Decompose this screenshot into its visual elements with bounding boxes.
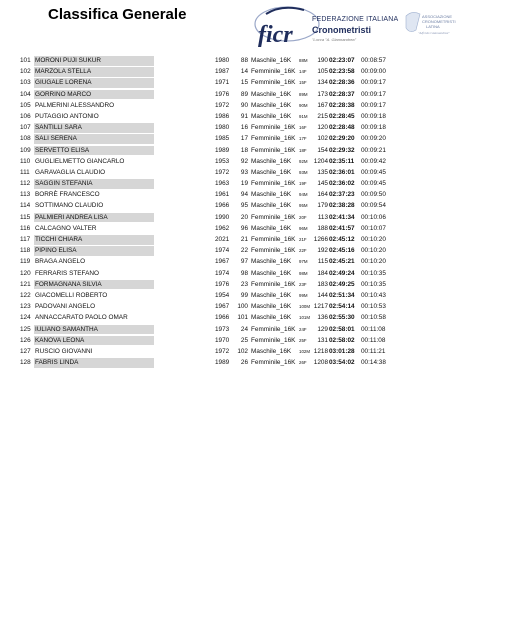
table-row (20, 66, 390, 77)
table-row (20, 223, 390, 234)
category-cell: Femminile_16K (251, 68, 296, 76)
category-cell: Maschile_16K (251, 157, 292, 165)
category-code-cell: 26F (299, 360, 307, 366)
name-cell: PALMIERI ANDREA LISA (35, 213, 108, 221)
category-code-cell: 102M (299, 348, 310, 354)
bib-cell: 167 (317, 101, 328, 109)
gap-cell: 00:09:45 (361, 180, 386, 188)
bib-cell: 120 (317, 124, 328, 132)
gap-cell: 00:10:07 (361, 224, 386, 232)
bib-cell: 105 (317, 68, 328, 76)
name-cell: BORRÈ FRANCESCO (35, 191, 100, 199)
name-cell: PADOVANI ANGELO (35, 303, 96, 311)
table-row (20, 111, 390, 122)
gap-cell: 00:10:35 (361, 280, 386, 288)
time-cell: 02:49:24 (329, 269, 355, 277)
category-cell: Maschile_16K (251, 269, 292, 277)
year-cell: 1980 (215, 124, 230, 132)
table-row (20, 178, 390, 189)
name-cell: MORONI PUJI SUKUR (35, 57, 102, 64)
gap-cell: 00:08:57 (361, 57, 386, 64)
bib-cell: 188 (317, 224, 328, 232)
category-cell: Maschile_16K (251, 112, 292, 120)
position-cell: 117 (20, 236, 31, 243)
time-cell: 02:36:01 (329, 168, 355, 176)
gap-cell: 00:10:06 (361, 213, 386, 221)
category-position-cell: 100 (237, 303, 248, 311)
category-cell: Maschile_16K (251, 191, 292, 199)
category-cell: Femminile_16K (251, 336, 296, 344)
year-cell: 1953 (215, 157, 230, 165)
page-title: Classifica Generale (48, 6, 187, 23)
time-cell: 02:41:57 (329, 224, 355, 232)
year-cell: 1972 (215, 347, 230, 355)
category-position-cell: 96 (240, 224, 248, 232)
year-cell: 1962 (215, 224, 230, 232)
category-code-cell: 90M (299, 102, 308, 108)
category-code-cell: 17F (299, 136, 307, 142)
category-cell: Maschile_16K (251, 57, 292, 64)
category-cell: Maschile_16K (251, 90, 292, 98)
name-cell: FERRARIS STEFANO (35, 269, 99, 277)
table-row (20, 167, 390, 178)
year-cell: 2021 (215, 236, 230, 243)
category-position-cell: 23 (240, 280, 248, 288)
category-cell: Femminile_16K (251, 124, 296, 132)
ficr-line-2: Cronometristi (312, 25, 372, 35)
category-cell: Maschile_16K (251, 101, 292, 109)
table-row (20, 212, 390, 223)
category-cell: Maschile_16K (251, 303, 292, 311)
category-code-cell: 88M (299, 58, 308, 63)
position-cell: 102 (20, 68, 31, 76)
category-position-cell: 97 (240, 258, 248, 266)
name-cell: SALI SERENA (35, 135, 77, 143)
category-cell: Maschile_16K (251, 347, 292, 355)
category-code-cell: 20F (299, 214, 307, 220)
position-cell: 105 (20, 101, 31, 109)
position-cell: 120 (20, 269, 31, 277)
bib-cell: 1217 (313, 303, 328, 311)
category-cell: Femminile_16K (251, 359, 296, 367)
position-cell: 122 (20, 291, 31, 299)
category-position-cell: 19 (240, 180, 248, 188)
year-cell: 1967 (215, 303, 230, 311)
ficr-line-1: FEDERAZIONE ITALIANA (312, 16, 399, 23)
bib-cell: 136 (317, 314, 328, 322)
category-position-cell: 101 (237, 314, 248, 322)
year-cell: 1989 (215, 146, 230, 154)
year-cell: 1973 (215, 325, 230, 333)
time-cell: 02:28:36 (329, 79, 355, 87)
name-cell: MARZOLA STELLA (35, 68, 92, 76)
category-code-cell: 16F (299, 125, 307, 131)
gap-cell: 00:09:17 (361, 90, 386, 98)
ficr-caption (312, 15, 398, 45)
name-cell: PALMERINI ALESSANDRO (35, 101, 115, 109)
bib-cell: 1266 (313, 236, 328, 243)
table-row (20, 77, 390, 88)
bib-cell: 144 (317, 291, 328, 299)
table-row (20, 200, 390, 211)
bib-cell: 1218 (313, 347, 328, 355)
category-position-cell: 91 (240, 112, 248, 120)
category-position-cell: 14 (240, 68, 248, 76)
name-cell: GIACOMELLI ROBERTO (35, 291, 108, 299)
time-cell: 02:54:14 (329, 303, 355, 311)
category-cell: Maschile_16K (251, 202, 292, 210)
gap-cell: 00:11:21 (361, 347, 386, 355)
gap-cell: 00:09:20 (361, 135, 386, 143)
gap-cell: 00:10:58 (361, 314, 386, 322)
category-code-cell: 24F (299, 326, 307, 332)
year-cell: 1974 (215, 269, 230, 277)
category-code-cell: 93M (299, 169, 308, 175)
category-position-cell: 17 (240, 135, 248, 143)
ficr-line-3: "Lucca "A. Giannandrea" (312, 37, 357, 42)
gap-cell: 00:09:17 (361, 101, 386, 109)
category-code-cell: 18F (299, 147, 307, 153)
year-cell: 1976 (215, 280, 230, 288)
gap-cell: 00:09:45 (361, 168, 386, 176)
category-cell: Maschile_16K (251, 168, 292, 176)
name-cell: FORMAGNANA SILVIA (35, 280, 102, 288)
time-cell: 02:36:02 (329, 180, 355, 188)
name-cell: FABRIS LINDA (35, 359, 79, 367)
gap-cell: 00:09:00 (361, 68, 386, 76)
category-cell: Femminile_16K (251, 236, 296, 243)
position-cell: 126 (20, 336, 31, 344)
category-cell: Maschile_16K (251, 314, 292, 322)
category-cell: Femminile_16K (251, 79, 296, 87)
ficr-logo-letters: ficr (258, 22, 293, 48)
year-cell: 1961 (215, 191, 230, 199)
table-row (20, 145, 390, 156)
category-cell: Femminile_16K (251, 247, 296, 255)
position-cell: 104 (20, 90, 31, 98)
table-row (20, 268, 390, 279)
time-cell: 02:45:16 (329, 247, 355, 255)
year-cell: 1971 (215, 79, 230, 87)
time-cell: 02:58:01 (329, 325, 355, 333)
year-cell: 1985 (215, 135, 230, 143)
position-cell: 121 (20, 280, 31, 288)
year-cell: 1990 (215, 213, 230, 221)
gap-cell: 00:10:20 (361, 247, 386, 255)
name-cell: SOTTIMANO CLAUDIO (35, 202, 104, 210)
gap-cell: 00:09:42 (361, 157, 386, 165)
name-cell: SAGGIN STEFANIA (35, 180, 93, 188)
category-code-cell: 19F (299, 181, 307, 187)
category-code-cell: 23F (299, 281, 307, 287)
year-cell: 1989 (215, 359, 230, 367)
gap-cell: 00:14:38 (361, 359, 386, 367)
table-row (20, 122, 390, 133)
table-row (20, 312, 390, 323)
time-cell: 02:37:23 (329, 191, 355, 199)
name-cell: TICCHI CHIARA (35, 236, 83, 243)
category-code-cell: 14F (299, 69, 307, 75)
category-cell: Femminile_16K (251, 280, 296, 288)
time-cell: 02:29:20 (329, 135, 355, 143)
position-cell: 107 (20, 124, 31, 132)
table-row (20, 100, 390, 111)
time-cell: 02:29:32 (329, 146, 355, 154)
year-cell: 1970 (215, 336, 230, 344)
time-cell: 02:58:02 (329, 336, 355, 344)
results-table (20, 55, 390, 368)
bib-cell: 184 (317, 269, 328, 277)
year-cell: 1963 (215, 180, 230, 188)
category-code-cell: 92M (299, 158, 308, 164)
position-cell: 125 (20, 325, 31, 333)
category-position-cell: 102 (237, 347, 248, 355)
category-code-cell: 91M (299, 113, 308, 119)
category-code-cell: 96M (299, 225, 308, 231)
table-row (20, 89, 390, 100)
bib-cell: 190 (317, 57, 328, 64)
category-position-cell: 21 (240, 236, 248, 243)
gap-cell: 00:11:08 (361, 336, 386, 344)
time-cell: 02:49:25 (329, 280, 355, 288)
category-position-cell: 22 (240, 247, 248, 255)
table-row (20, 133, 390, 144)
table-row (20, 189, 390, 200)
name-cell: BRAGA ANGELO (35, 258, 86, 266)
gap-cell: 00:09:18 (361, 124, 386, 132)
category-code-cell: 21F (299, 237, 307, 242)
name-cell: GORRINO MARCO (35, 90, 92, 98)
gap-cell: 00:10:20 (361, 258, 386, 266)
table-row (20, 290, 390, 301)
category-code-cell: 15F (299, 80, 307, 86)
gap-cell: 00:09:18 (361, 112, 386, 120)
gap-cell: 00:11:08 (361, 325, 386, 333)
table-row (20, 324, 390, 335)
position-cell: 114 (20, 202, 31, 210)
bib-cell: 154 (317, 146, 328, 154)
name-cell: SANTILLI SARA (35, 124, 82, 132)
category-position-cell: 98 (240, 269, 248, 277)
category-position-cell: 25 (240, 336, 248, 344)
time-cell: 02:23:58 (329, 68, 355, 76)
table-row (20, 245, 390, 256)
year-cell: 1954 (215, 291, 230, 299)
year-cell: 1966 (215, 202, 230, 210)
bib-cell: 183 (317, 280, 328, 288)
position-cell: 103 (20, 79, 31, 87)
year-cell: 1967 (215, 258, 230, 266)
time-cell: 02:41:34 (329, 213, 355, 221)
name-cell: GARAVAGLIA CLAUDIO (35, 168, 106, 176)
time-cell: 02:35:11 (329, 157, 355, 165)
category-cell: Femminile_16K (251, 325, 296, 333)
table-row (20, 346, 390, 357)
name-cell: PUTAGGIO ANTONIO (35, 112, 99, 120)
bib-cell: 102 (317, 135, 328, 143)
category-position-cell: 16 (240, 124, 248, 132)
position-cell: 123 (20, 303, 31, 311)
position-cell: 113 (20, 191, 31, 199)
category-code-cell: 25F (299, 337, 307, 343)
assoc-line-4: "Alfredo Giannandrea" (418, 31, 450, 35)
gap-cell: 00:10:35 (361, 269, 386, 277)
table-row (20, 234, 390, 245)
name-cell: ANNACCARATO PAOLO OMAR (35, 314, 128, 322)
name-cell: GUGLIELMETTO GIANCARLO (35, 157, 125, 165)
name-cell: SERVETTO ELISA (35, 146, 90, 154)
position-cell: 112 (20, 180, 31, 188)
position-cell: 101 (20, 57, 31, 64)
position-cell: 119 (20, 258, 31, 266)
table-row (20, 156, 390, 167)
name-cell: IULIANO SAMANTHA (35, 325, 98, 333)
time-cell: 02:28:38 (329, 101, 355, 109)
category-cell: Maschile_16K (251, 224, 292, 232)
table-row (20, 256, 390, 267)
category-position-cell: 24 (240, 325, 248, 333)
table-row (20, 55, 390, 66)
bib-cell: 164 (317, 191, 328, 199)
category-cell: Maschile_16K (251, 258, 292, 266)
position-cell: 128 (20, 359, 31, 367)
bib-cell: 215 (317, 112, 328, 120)
category-position-cell: 90 (240, 101, 248, 109)
year-cell: 1972 (215, 168, 230, 176)
category-position-cell: 20 (240, 213, 248, 221)
category-position-cell: 89 (240, 90, 248, 98)
time-cell: 02:45:21 (329, 258, 355, 266)
category-code-cell: 95M (299, 203, 308, 209)
gap-cell: 00:09:17 (361, 79, 386, 87)
bib-cell: 113 (317, 213, 328, 221)
position-cell: 127 (20, 347, 31, 355)
bib-cell: 173 (317, 90, 328, 98)
category-cell: Femminile_16K (251, 135, 296, 143)
category-cell: Maschile_16K (251, 291, 292, 299)
bib-cell: 115 (317, 258, 328, 266)
gap-cell: 00:09:50 (361, 191, 386, 199)
position-cell: 116 (20, 224, 31, 232)
category-position-cell: 94 (240, 191, 248, 199)
bib-cell: 1204 (313, 157, 328, 165)
bib-cell: 1208 (313, 359, 328, 367)
category-position-cell: 92 (240, 157, 248, 165)
time-cell: 02:28:48 (329, 124, 355, 132)
bib-cell: 135 (317, 168, 328, 176)
position-cell: 109 (20, 146, 31, 154)
time-cell: 03:01:28 (329, 347, 355, 355)
position-cell: 124 (20, 314, 31, 322)
category-cell: Femminile_16K (251, 146, 296, 154)
category-code-cell: 100M (299, 304, 310, 310)
time-cell: 03:54:02 (329, 359, 355, 367)
bib-cell: 145 (317, 180, 328, 188)
position-cell: 118 (20, 247, 31, 255)
time-cell: 02:55:30 (329, 314, 355, 322)
year-cell: 1974 (215, 247, 230, 255)
category-code-cell: 101M (299, 315, 310, 321)
bib-cell: 192 (317, 247, 328, 255)
year-cell: 1986 (215, 112, 230, 120)
table-row (20, 301, 390, 312)
bib-cell: 179 (317, 202, 328, 210)
gap-cell: 00:10:20 (361, 236, 386, 243)
position-cell: 111 (20, 168, 30, 176)
name-cell: RUSCIO GIOVANNI (35, 347, 93, 355)
category-code-cell: 97M (299, 259, 308, 265)
category-position-cell: 88 (240, 57, 248, 64)
category-position-cell: 26 (240, 359, 248, 367)
position-cell: 108 (20, 135, 31, 143)
name-cell: CALCAGNO VALTER (35, 224, 97, 232)
table-row (20, 335, 390, 346)
category-position-cell: 95 (240, 202, 248, 210)
assoc-line-2: CRONOMETRISTI (422, 19, 456, 24)
name-cell: KANOVA LEONA (35, 336, 85, 344)
position-cell: 110 (20, 157, 31, 165)
table-row (20, 279, 390, 290)
year-cell: 1980 (215, 57, 230, 64)
category-code-cell: 94M (299, 192, 308, 198)
name-cell: PIPINO ELISA (35, 247, 77, 255)
time-cell: 02:28:37 (329, 90, 355, 98)
category-cell: Femminile_16K (251, 180, 296, 188)
gap-cell: 00:09:21 (361, 146, 386, 154)
category-code-cell: 22F (299, 248, 307, 254)
position-cell: 115 (20, 213, 31, 221)
category-position-cell: 18 (240, 146, 248, 154)
time-cell: 02:28:45 (329, 112, 355, 120)
assoc-line-3: LATINA (426, 24, 440, 29)
year-cell: 1976 (215, 90, 230, 98)
category-position-cell: 99 (240, 291, 248, 299)
table-row (20, 357, 390, 368)
time-cell: 02:51:34 (329, 291, 355, 299)
bib-cell: 131 (317, 336, 328, 344)
year-cell: 1972 (215, 101, 230, 109)
category-cell: Femminile_16K (251, 213, 296, 221)
category-code-cell: 99M (299, 292, 308, 298)
bib-cell: 134 (317, 79, 328, 87)
name-cell: GIUGALE LORENA (35, 79, 92, 87)
category-code-cell: 89M (299, 91, 308, 97)
gap-cell: 00:09:54 (361, 202, 386, 210)
year-cell: 1987 (215, 68, 230, 76)
time-cell: 02:23:07 (329, 57, 355, 64)
time-cell: 02:45:12 (329, 236, 355, 243)
gap-cell: 00:10:43 (361, 291, 386, 299)
time-cell: 02:38:28 (329, 202, 355, 210)
category-position-cell: 93 (240, 168, 248, 176)
category-position-cell: 15 (240, 79, 248, 87)
bib-cell: 129 (317, 325, 328, 333)
assoc-line-1: ASSOCIAZIONE (422, 14, 453, 19)
category-code-cell: 98M (299, 270, 308, 276)
association-logo (402, 8, 462, 42)
position-cell: 106 (20, 112, 31, 120)
year-cell: 1966 (215, 314, 230, 322)
gap-cell: 00:10:53 (361, 303, 386, 311)
